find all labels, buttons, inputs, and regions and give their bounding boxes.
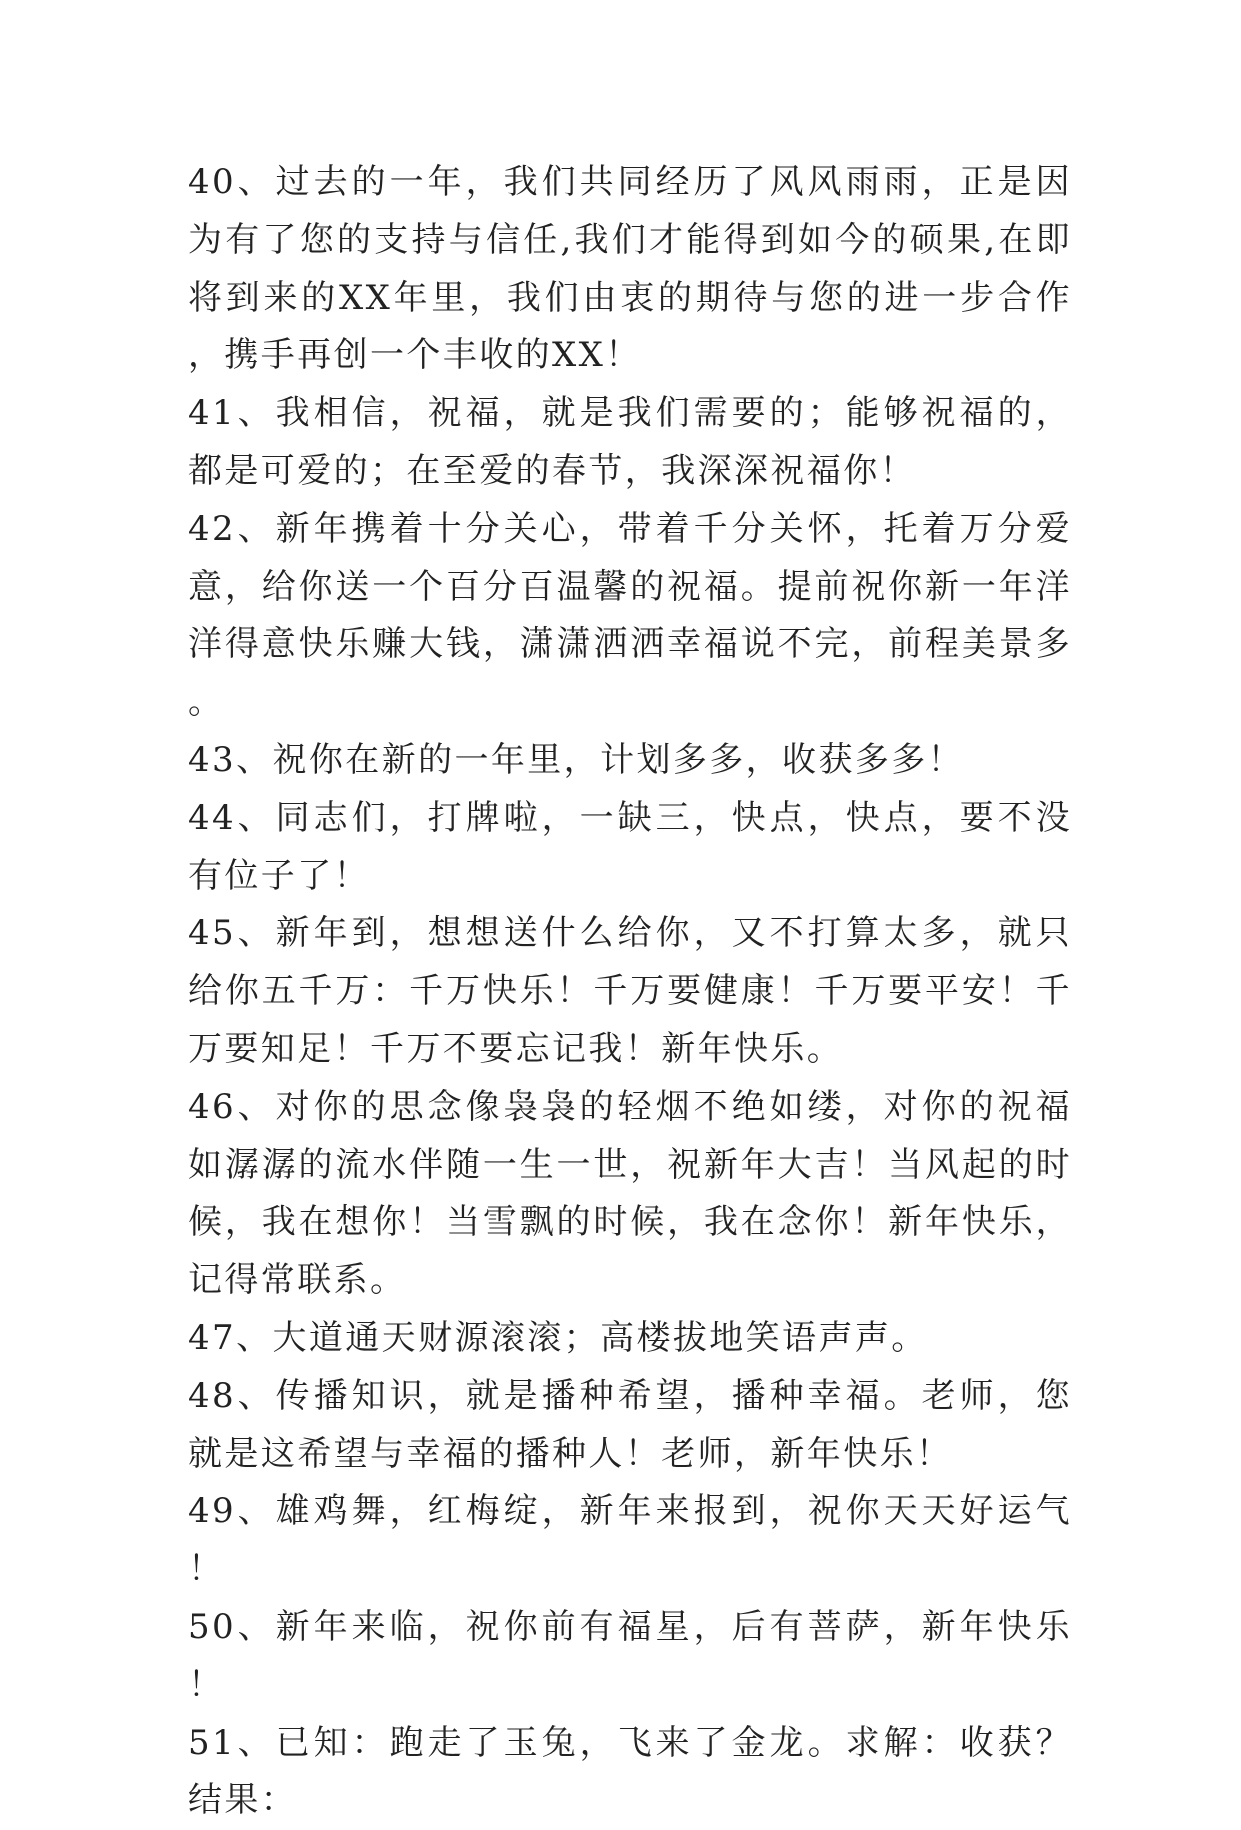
paragraph-43: 43、祝你在新的一年里，计划多多，收获多多！	[188, 739, 965, 780]
paragraph-46: 46、对你的思念像袅袅的轻烟不绝如缕，对你的祝福如潺潺的流水伴随一生一世，祝新年大吉！当风起的时候，我在想你！当雪飘的时候，我在念你！新年快乐，记得常联系。	[188, 1086, 1072, 1301]
paragraph-47: 47、大道通天财源滚滚；高楼拔地笑语声声。	[188, 1317, 928, 1358]
paragraph-48: 48、传播知识，就是播种希望，播种幸福。老师，您就是这希望与幸福的播种人！老师，新年快乐！	[188, 1375, 1072, 1474]
paragraph-44: 44、同志们，打牌啦，一缺三，快点，快点，要不没有位子了！	[188, 797, 1072, 896]
paragraph-42: 42、新年携着十分关心，带着千分关怀，托着万分爱意，给你送一个百分百温馨的祝福。提前祝你新一年洋洋得意快乐赚大钱，潇潇洒洒幸福说不完，前程美景多。	[188, 508, 1072, 723]
paragraph-49: 49、雄鸡舞，红梅绽，新年来报到，祝你天天好运气！	[188, 1491, 1072, 1590]
paragraph-45: 45、新年到，想想送什么给你，又不打算太多，就只给你五千万：千万快乐！千万要健康！千万要平安！千万要知足！千万不要忘记我！新年快乐。	[188, 913, 1072, 1069]
paragraph-40: 40、过去的一年，我们共同经历了风风雨雨，正是因为有了您的支持与信任,我们才能得到如今的硕果,在即将到来的XX年里，我们由衷的期待与您的进一步合作，携手再创一个丰收的XX！	[188, 162, 1072, 376]
paragraph-50: 50、新年来临，祝你前有福星，后有菩萨，新年快乐！	[188, 1606, 1072, 1705]
paragraph-51: 51、已知：跑走了玉兔，飞来了金龙。求解：收获？结果：	[188, 1722, 1072, 1821]
document-page	[188, 154, 1072, 1830]
paragraph-41: 41、我相信，祝福，就是我们需要的；能够祝福的，都是可爱的；在至爱的春节，我深深祝福你！	[188, 393, 1072, 491]
